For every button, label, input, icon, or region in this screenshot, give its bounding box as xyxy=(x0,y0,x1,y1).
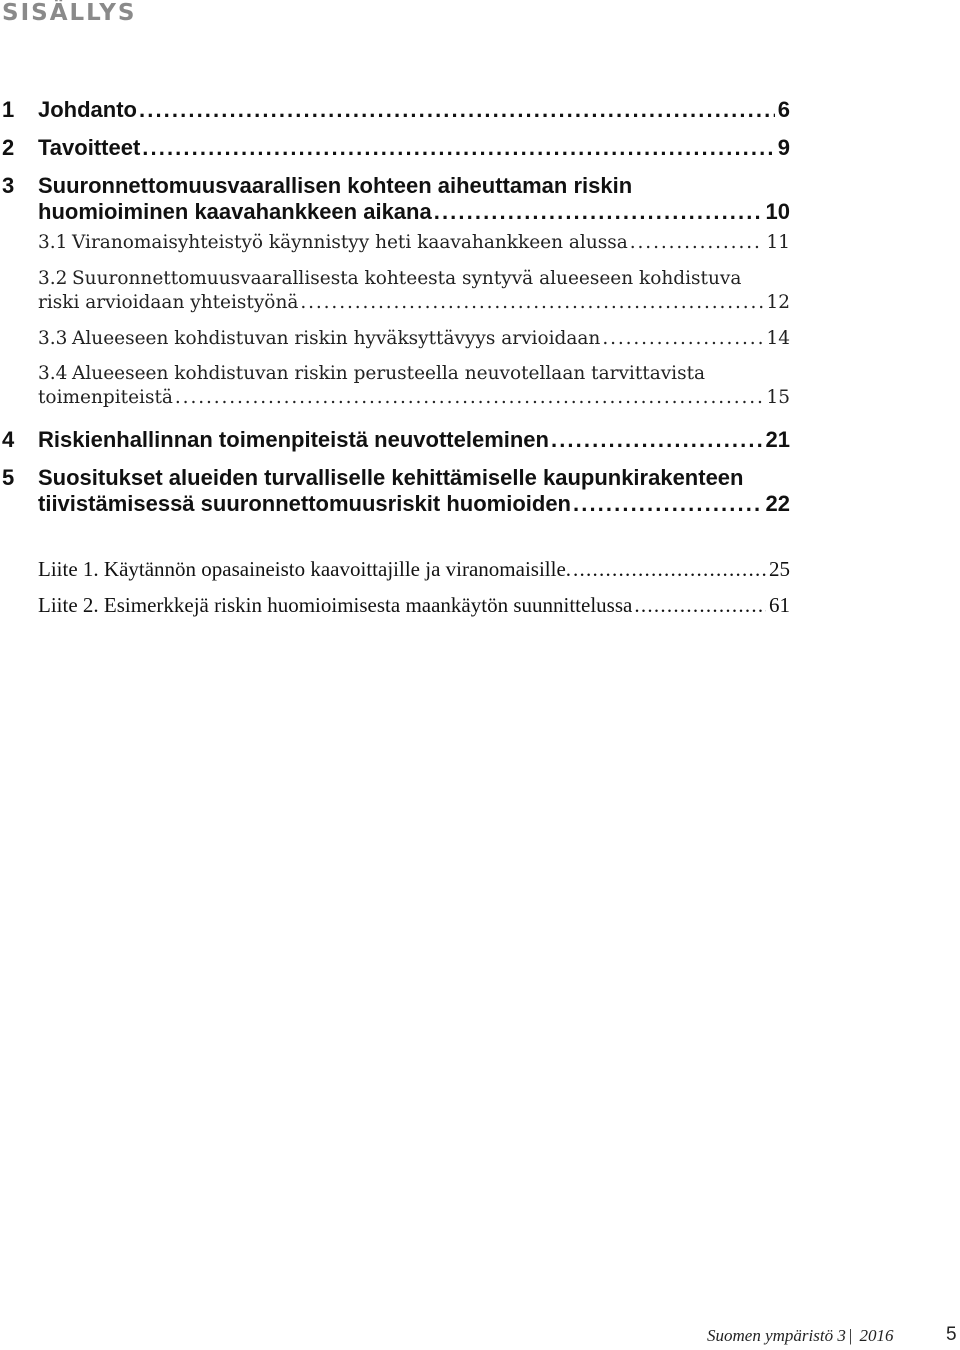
toc-entry-page: 25 xyxy=(769,557,790,581)
toc-entry-number: 3 xyxy=(2,173,15,198)
toc-entry-number: 3.4 xyxy=(38,363,68,384)
footer-publication: Suomen ympäristö xyxy=(707,1326,834,1345)
toc-entry-title: Liite 1. Käytännön opasaineisto kaavoittajille ja viranomaisille. xyxy=(38,557,572,581)
toc-entry-number: 1 xyxy=(2,97,15,122)
toc-entry-page: 14 xyxy=(766,328,790,349)
toc-dot-leader xyxy=(142,135,774,161)
footer-issue: 3 xyxy=(837,1326,846,1345)
toc-entry-page: 10 xyxy=(765,199,790,224)
toc-entry-title-line-2: tiivistämisessä suuronnettomuusriskit huomioiden xyxy=(38,491,571,516)
toc-entry-title: Tavoitteet xyxy=(38,135,141,160)
toc-entry-title: Alueeseen kohdistuvan riskin hyväksyttävyys arvioidaan xyxy=(72,328,601,349)
toc-entry-title-line-1: Alueeseen kohdistuvan riskin perusteella neuvotellaan tarvittavista xyxy=(72,363,706,384)
toc-entry-page: 15 xyxy=(766,387,790,408)
toc-dot-leader xyxy=(175,386,764,410)
toc-dot-leader xyxy=(434,199,763,225)
toc-dot-leader xyxy=(630,231,764,255)
toc-entry-title: Viranomaisyhteistyö käynnistyy heti kaavahankkeen alussa xyxy=(72,232,628,253)
toc-entry-page: 9 xyxy=(777,135,790,160)
toc-entry-title-line-1: Suuronnettomuusvaarallisen kohteen aiheuttaman riskin xyxy=(38,173,633,198)
toc-entry-page: 21 xyxy=(765,427,790,452)
toc-entry-title: Liite 2. Esimerkkejä riskin huomioimisesta maankäytön suunnittelussa xyxy=(38,593,633,617)
toc-dot-leader xyxy=(634,593,766,617)
toc-dot-leader xyxy=(139,97,775,123)
toc-entry-page: 12 xyxy=(766,292,790,313)
toc-entry-title-line-1: Suuronnettomuusvaarallisesta kohteesta syntyvä alueeseen kohdistuva xyxy=(72,268,742,289)
toc-entry-title-line-2: toimenpiteistä xyxy=(38,387,173,408)
toc-dot-leader xyxy=(573,557,766,581)
footer-year: 2016 xyxy=(859,1326,894,1345)
toc-dot-leader xyxy=(573,491,763,517)
footer-page-number: 5 xyxy=(946,1324,957,1345)
page-footer xyxy=(707,1326,893,1346)
toc-entry-number: 5 xyxy=(2,465,15,490)
toc-entry-number: 4 xyxy=(2,427,15,452)
toc-entry-page: 6 xyxy=(777,97,790,122)
footer-separator: | xyxy=(848,1326,853,1345)
toc-entry-number: 3.2 xyxy=(38,268,68,289)
toc-dot-leader xyxy=(300,291,763,315)
toc-entry-number: 3.3 xyxy=(38,328,68,349)
page-title: SISÄLLYS xyxy=(2,0,137,26)
toc-entry-title-line-2: riski arvioidaan yhteistyönä xyxy=(38,292,299,313)
toc-entry-number: 2 xyxy=(2,135,15,160)
toc-entry-page: 11 xyxy=(766,232,790,253)
toc-entry-title-line-2: huomioiminen kaavahankkeen aikana xyxy=(38,199,432,224)
toc-entry-page: 22 xyxy=(765,491,790,516)
toc-entry-title-line-1: Suositukset alueiden turvalliselle kehittämiselle kaupunkirakenteen xyxy=(38,465,744,490)
toc-dot-leader xyxy=(602,327,763,351)
toc-entry-number: 3.1 xyxy=(38,232,68,253)
toc-dot-leader xyxy=(551,427,763,453)
toc-entry-page: 61 xyxy=(769,593,790,617)
toc-entry-title: Riskienhallinnan toimenpiteistä neuvotteleminen xyxy=(38,427,549,452)
toc-entry-title: Johdanto xyxy=(38,97,137,122)
